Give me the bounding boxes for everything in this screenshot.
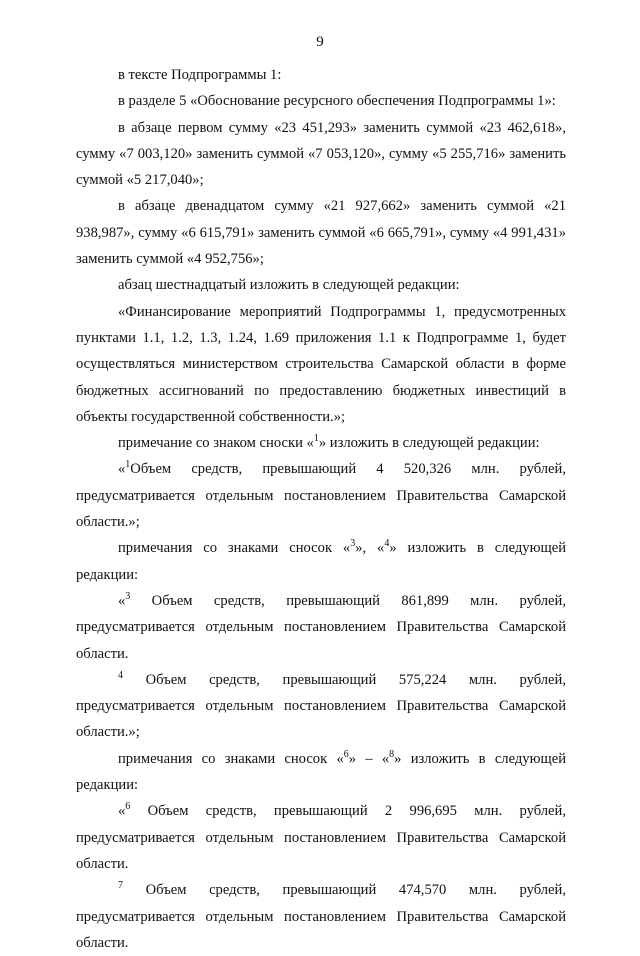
paragraph-footnote-6-text <box>76 798 566 877</box>
paragraph-financing-quote: «Финансирование мероприятий Подпрограммы 1, предусмотренных пунктами 1.1, 1.2, 1.3, 1.24, 1.69 приложения 1.1 к Подпрограмме 1, будет осуществляться министерством строительства Самарской области в форме бюджетных ассигнований по предоставлению бюджетных инвестиций в объекты государственной собственности.»; <box>76 303 566 425</box>
text-segment: Объем средств, превышающий 2 996,695 млн. рублей, предусматривается отдельным постановлением Правительства Самарской области. <box>76 803 566 872</box>
text-segment: » – « <box>348 750 390 767</box>
paragraph-footnote-7-text <box>76 877 566 956</box>
paragraph-footnote-4-text <box>76 667 566 746</box>
text-segment: Объем средств, превышающий 474,570 млн. рублей, предусматривается отдельным постановлением Правительства Самарской области. <box>76 882 566 951</box>
paragraph-footnote-3-text <box>76 588 566 667</box>
text-segment: » изложить в следующей редакции: <box>318 435 540 452</box>
text-segment: Объем средств, превышающий 575,224 млн. рублей, предусматривается отдельным постановлением Правительства Самарской области.»; <box>76 671 566 741</box>
paragraph-footnote-1-text <box>76 456 566 535</box>
footnote-mark: 3 <box>350 538 356 550</box>
page-number: 9 <box>316 34 324 50</box>
text-segment: примечание со знаком сноски « <box>118 435 314 452</box>
footnote-mark: 4 <box>118 669 123 681</box>
paragraph-first-amounts: в абзаце первом сумму «23 451,293» заменить суммой «23 462,618», сумму «7 003,120» заменить суммой «7 053,120», сумму «5 255,716» заменить суммой «5 217,040»; <box>76 119 566 189</box>
paragraph-footnotes-6-8-intro <box>76 746 566 799</box>
paragraph-subprogram-text: в тексте Подпрограммы 1: <box>118 67 282 83</box>
paragraph-footnote-1-intro <box>76 430 566 456</box>
footnote-mark: 4 <box>384 538 390 550</box>
text-segment: « <box>118 592 126 609</box>
text-segment: « <box>118 461 126 478</box>
paragraph-footnotes-3-4-intro <box>76 535 566 588</box>
document-body <box>76 62 566 956</box>
footnote-mark: 6 <box>125 801 131 813</box>
footnote-mark: 8 <box>389 748 395 760</box>
footnote-mark: 1 <box>125 459 131 471</box>
text-segment: « <box>118 803 126 820</box>
text-segment: » изложить в следующей редакции: <box>76 540 567 583</box>
text-segment: примечания со знаками сносок « <box>118 750 344 767</box>
text-segment: Объем средств, превышающий 861,899 млн. рублей, предусматривается отдельным постановлением Правительства Самарской области. <box>76 592 566 662</box>
paragraph-twelfth-amounts: в абзаце двенадцатом сумму «21 927,662» заменить суммой «21 938,987», сумму «6 615,791» заменить суммой «6 665,791», сумму «4 991,431» заменить суммой «4 952,756»; <box>76 198 566 268</box>
text-segment: примечания со знаками сносок « <box>118 540 351 557</box>
paragraph-section-5: в разделе 5 «Обоснование ресурсного обеспечения Подпрограммы 1»: <box>118 93 556 110</box>
footnote-mark: 3 <box>125 591 131 603</box>
footnote-mark: 6 <box>343 748 349 760</box>
footnote-mark: 1 <box>313 433 319 445</box>
text-segment: » изложить в следующей редакции: <box>76 750 567 794</box>
footnote-mark: 7 <box>118 880 123 892</box>
paragraph-sixteenth-intro: абзац шестнадцатый изложить в следующей редакции: <box>118 277 460 294</box>
text-segment: », « <box>355 540 385 557</box>
text-segment: Объем средств, превышающий 4 520,326 млн. рублей, предусматривается отдельным постановлением Правительства Самарской области.»; <box>76 461 566 531</box>
